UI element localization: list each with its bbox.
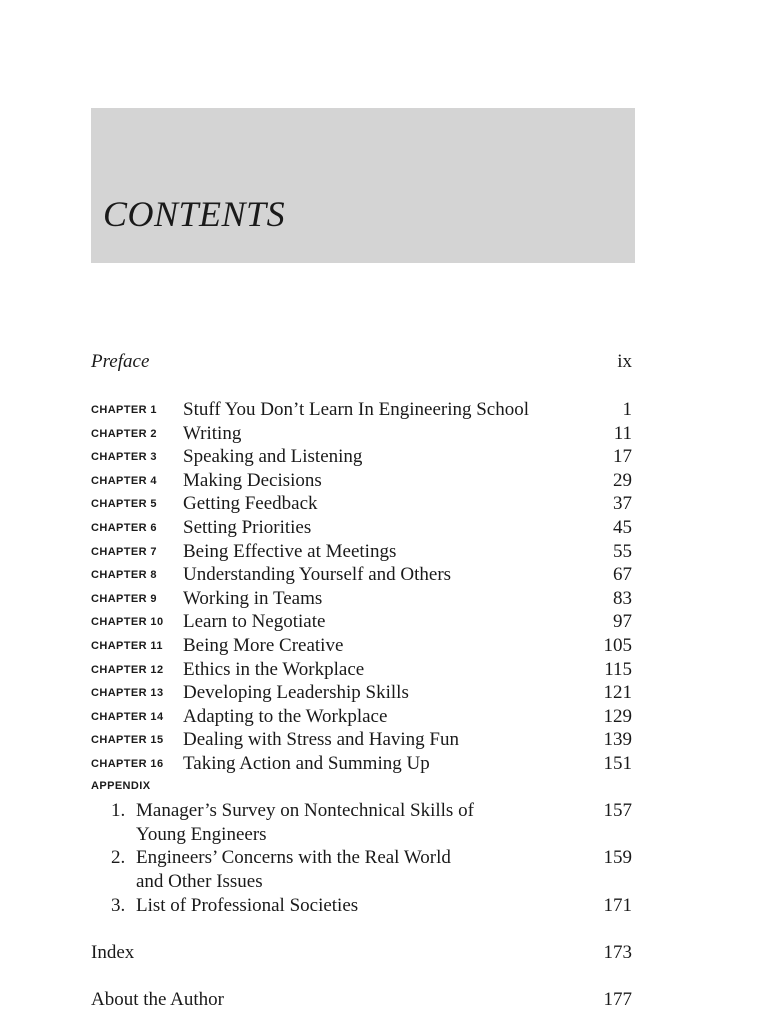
appendix-number: 2. (111, 847, 126, 868)
toc-row-chapter[interactable] (91, 469, 632, 493)
toc-row-chapter[interactable] (91, 587, 632, 611)
chapter-label: CHAPTER 11 (91, 640, 163, 652)
chapter-label: CHAPTER 3 (91, 451, 157, 464)
chapter-page: 139 (603, 729, 632, 751)
chapter-title: Being Effective at Meetings (183, 540, 397, 562)
chapter-label: CHAPTER 9 (91, 592, 157, 605)
chapter-label: CHAPTER 7 (91, 545, 157, 558)
toc-row-chapter[interactable] (91, 681, 632, 705)
appendix-page: 159 (603, 847, 632, 868)
preface-page: ix (617, 351, 632, 372)
chapter-label: CHAPTER 4 (91, 474, 157, 487)
appendix-title: Engineers’ Concerns with the Real World (136, 847, 451, 868)
chapter-label: CHAPTER 14 (91, 710, 164, 723)
chapter-title: Writing (183, 422, 242, 444)
chapter-label: CHAPTER 12 (91, 663, 164, 676)
toc-row-appendix[interactable] (91, 894, 632, 918)
chapter-page: 83 (613, 587, 632, 609)
preface-title: Preface (91, 351, 150, 372)
chapter-page: 129 (603, 705, 632, 727)
about-page: 177 (603, 989, 632, 1010)
chapter-title: Speaking and Listening (183, 446, 363, 468)
appendix-heading (91, 777, 632, 795)
chapter-page: 97 (613, 611, 632, 633)
chapter-page: 151 (603, 753, 632, 774)
toc-row-chapter[interactable] (91, 492, 632, 516)
toc-row-appendix[interactable] (91, 799, 632, 847)
appendix-number: 1. (111, 800, 126, 821)
chapter-page: 121 (603, 682, 632, 704)
chapter-label: CHAPTER 5 (91, 498, 157, 511)
appendix-title-continued: and Other Issues (136, 871, 263, 892)
appendix-page: 157 (603, 800, 632, 821)
toc-row-chapter[interactable] (91, 445, 632, 469)
chapter-label: CHAPTER 2 (91, 427, 157, 440)
chapter-page: 1 (622, 399, 632, 420)
about-title: About the Author (91, 989, 224, 1010)
chapter-title: Setting Priorities (183, 517, 312, 538)
chapter-title: Learn to Negotiate (183, 611, 326, 633)
chapter-title: Being More Creative (183, 635, 344, 656)
index-title: Index (91, 942, 135, 963)
appendix-page: 171 (603, 895, 632, 916)
chapter-title: Getting Feedback (183, 493, 318, 515)
chapter-label: CHAPTER 6 (91, 522, 157, 534)
toc-row-chapter[interactable] (91, 398, 632, 422)
chapter-title: Understanding Yourself and Others (183, 564, 452, 586)
chapter-page: 105 (603, 635, 632, 656)
appendix-number: 3. (111, 895, 126, 916)
toc-row-chapter[interactable] (91, 563, 632, 587)
appendix-label: APPENDIX (91, 780, 151, 792)
chapter-page: 17 (613, 446, 632, 468)
chapter-label: CHAPTER 13 (91, 687, 164, 700)
chapter-page: 37 (613, 493, 632, 515)
chapter-title: Making Decisions (183, 469, 322, 491)
toc-row-preface[interactable] (91, 350, 632, 374)
toc-row-chapter[interactable] (91, 658, 632, 682)
chapter-label: CHAPTER 8 (91, 569, 157, 582)
toc-row-chapter[interactable] (91, 610, 632, 634)
chapter-title: Stuff You Don’t Learn In Engineering School (183, 399, 530, 420)
toc-row-chapter[interactable] (91, 634, 632, 658)
toc-row-chapter[interactable] (91, 540, 632, 564)
chapter-title: Developing Leadership Skills (183, 682, 409, 704)
chapter-title: Ethics in the Workplace (183, 658, 365, 680)
toc-row-appendix[interactable] (91, 846, 632, 894)
chapter-label: CHAPTER 10 (91, 616, 164, 629)
chapter-page: 115 (604, 658, 632, 680)
chapter-page: 29 (613, 469, 632, 491)
toc-row-chapter[interactable] (91, 516, 632, 540)
appendix-title-continued: Young Engineers (136, 824, 267, 845)
chapter-page: 67 (613, 564, 632, 586)
appendix-title: Manager’s Survey on Nontechnical Skills of (136, 800, 474, 821)
toc-row-chapter[interactable] (91, 752, 632, 776)
chapter-label: CHAPTER 15 (91, 734, 164, 747)
chapter-title: Adapting to the Workplace (183, 705, 388, 727)
chapter-title: Working in Teams (183, 587, 323, 609)
toc-row-chapter[interactable] (91, 422, 632, 446)
toc-row-chapter[interactable] (91, 705, 632, 729)
appendix-title: List of Professional Societies (136, 895, 359, 916)
chapter-title: Dealing with Stress and Having Fun (183, 729, 460, 751)
index-page: 173 (603, 942, 632, 963)
chapter-page: 11 (613, 422, 632, 444)
chapter-page: 55 (613, 540, 632, 562)
page-title: CONTENTS (103, 194, 286, 234)
toc-row-about[interactable] (91, 988, 632, 1012)
chapter-title: Taking Action and Summing Up (183, 753, 430, 774)
toc-row-index[interactable] (91, 941, 632, 965)
chapter-label: CHAPTER 16 (91, 758, 164, 770)
toc-row-chapter[interactable] (91, 728, 632, 752)
chapter-page: 45 (613, 517, 632, 538)
contents-title-box (91, 108, 635, 263)
chapter-label: CHAPTER 1 (91, 404, 157, 416)
